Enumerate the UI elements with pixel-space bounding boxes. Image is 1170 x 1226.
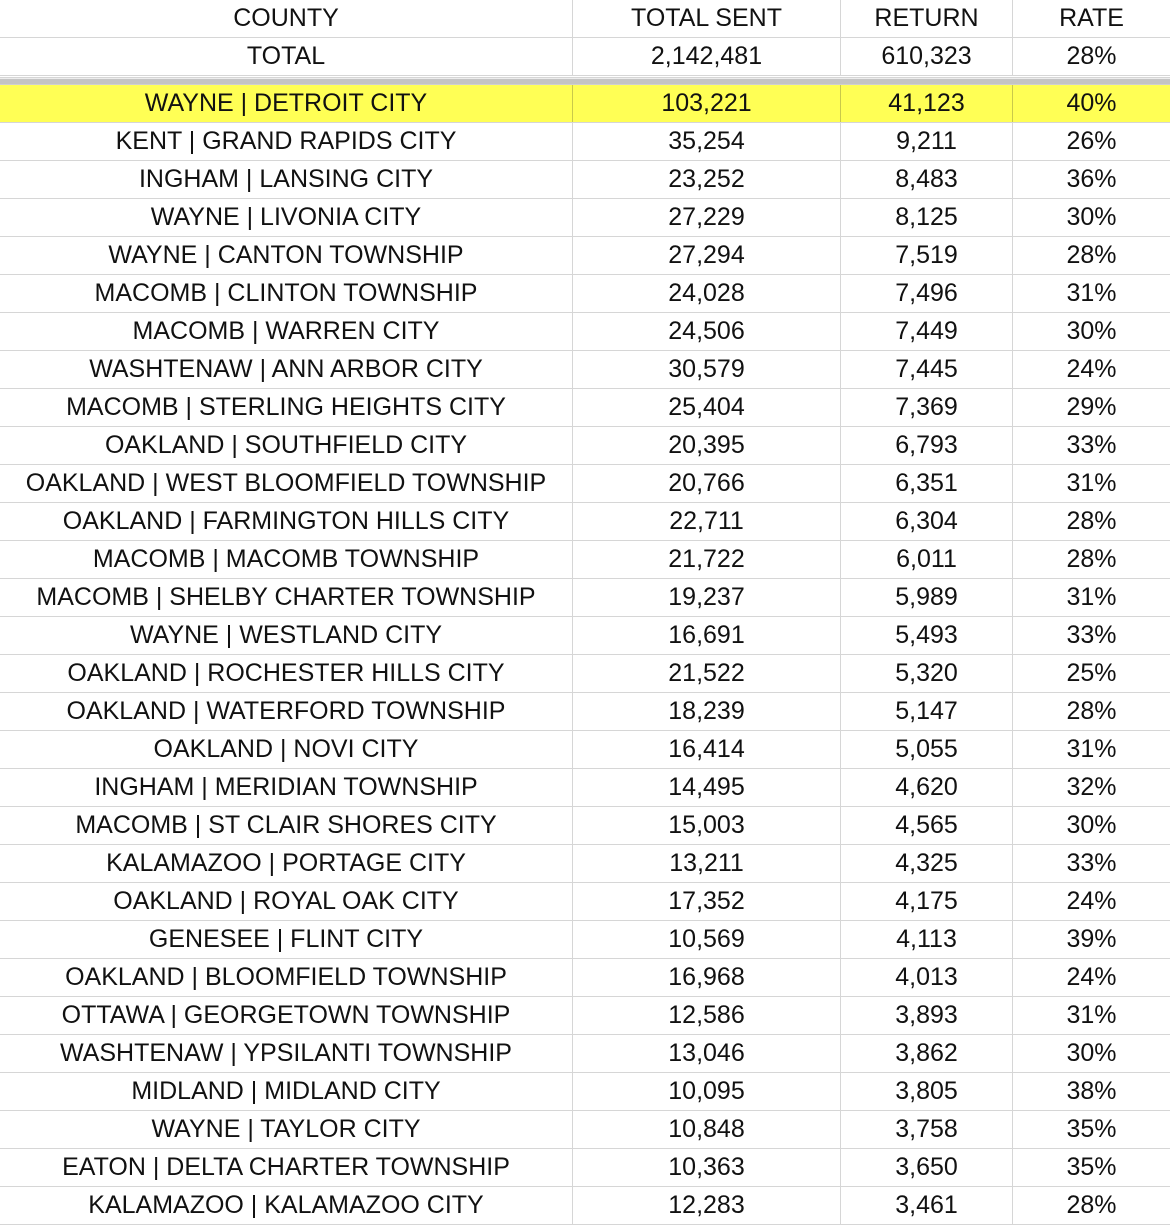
total-sent-cell[interactable]: 16,968 [573, 959, 841, 996]
frozen-rows-divider[interactable] [0, 78, 1170, 85]
table-row [0, 579, 1170, 617]
table-row [0, 275, 1170, 313]
total-sent-cell[interactable]: 24,506 [573, 313, 841, 350]
table-row [0, 199, 1170, 237]
table-row-highlighted [0, 85, 1170, 123]
county-cell[interactable]: WASHTENAW | ANN ARBOR CITY [0, 351, 573, 388]
return-cell[interactable]: 6,351 [841, 465, 1013, 502]
return-cell[interactable]: 7,519 [841, 237, 1013, 274]
total-sent-cell[interactable]: 30,579 [573, 351, 841, 388]
table-row [0, 465, 1170, 503]
county-cell[interactable]: WAYNE | TAYLOR CITY [0, 1111, 573, 1148]
return-cell[interactable]: 5,055 [841, 731, 1013, 768]
rate-cell[interactable]: 35% [1066, 1115, 1117, 1143]
return-cell[interactable]: 3,650 [841, 1149, 1013, 1186]
total-sent-cell[interactable]: 20,395 [573, 427, 841, 464]
return-cell[interactable]: 9,211 [841, 123, 1013, 160]
table-row [0, 883, 1170, 921]
return-cell[interactable]: 5,147 [841, 693, 1013, 730]
header-rate[interactable]: RATE [1059, 4, 1124, 32]
rate-cell[interactable]: 25% [1066, 659, 1117, 687]
rate-cell[interactable]: 39% [1066, 925, 1117, 953]
rate-cell[interactable]: 31% [1066, 1001, 1117, 1029]
county-cell[interactable]: MACOMB | STERLING HEIGHTS CITY [0, 389, 573, 426]
table-row [0, 389, 1170, 427]
return-cell[interactable]: 7,369 [841, 389, 1013, 426]
rate-cell[interactable]: 24% [1066, 963, 1117, 991]
table-row [0, 997, 1170, 1035]
total-sent-cell[interactable]: 16,691 [573, 617, 841, 654]
rate-cell[interactable]: 28% [1066, 507, 1117, 535]
total-rate-cell[interactable]: 28% [1066, 42, 1117, 70]
total-sent-cell[interactable]: 10,095 [573, 1073, 841, 1110]
county-cell[interactable]: MACOMB | SHELBY CHARTER TOWNSHIP [0, 579, 573, 616]
total-sent-cell[interactable]: 22,711 [573, 503, 841, 540]
table-body [0, 85, 1170, 1225]
table-row [0, 351, 1170, 389]
total-sent-cell[interactable]: 13,211 [573, 845, 841, 882]
table-row [0, 1149, 1170, 1187]
return-cell[interactable]: 4,620 [841, 769, 1013, 806]
county-cell[interactable]: OAKLAND | SOUTHFIELD CITY [0, 427, 573, 464]
total-sent-cell[interactable]: 10,363 [573, 1149, 841, 1186]
county-cell[interactable]: MIDLAND | MIDLAND CITY [0, 1073, 573, 1110]
total-row [0, 38, 1170, 76]
table-row [0, 731, 1170, 769]
return-cell[interactable]: 4,013 [841, 959, 1013, 996]
return-cell[interactable]: 4,325 [841, 845, 1013, 882]
header-row [0, 0, 1170, 38]
total-sent-cell[interactable]: 21,722 [573, 541, 841, 578]
county-cell[interactable]: WASHTENAW | YPSILANTI TOWNSHIP [0, 1035, 573, 1072]
county-cell[interactable]: OAKLAND | ROCHESTER HILLS CITY [0, 655, 573, 692]
total-sent-cell[interactable]: 27,229 [573, 199, 841, 236]
total-sent-cell[interactable]: 27,294 [573, 237, 841, 274]
table-row [0, 655, 1170, 693]
rate-cell[interactable]: 28% [1066, 1191, 1117, 1219]
return-cell[interactable]: 5,493 [841, 617, 1013, 654]
return-cell[interactable]: 4,175 [841, 883, 1013, 920]
rate-cell[interactable]: 26% [1066, 127, 1117, 155]
county-cell[interactable]: MACOMB | CLINTON TOWNSHIP [0, 275, 573, 312]
rate-cell[interactable]: 28% [1066, 241, 1117, 269]
return-cell[interactable]: 4,113 [841, 921, 1013, 958]
total-sent-cell[interactable]: 20,766 [573, 465, 841, 502]
rate-cell[interactable]: 33% [1066, 431, 1117, 459]
return-cell[interactable]: 3,461 [841, 1187, 1013, 1224]
rate-cell[interactable]: 31% [1066, 583, 1117, 611]
table-row [0, 161, 1170, 199]
county-cell[interactable]: WAYNE | CANTON TOWNSHIP [0, 237, 573, 274]
county-cell[interactable]: OAKLAND | ROYAL OAK CITY [0, 883, 573, 920]
rate-cell[interactable]: 31% [1066, 279, 1117, 307]
rate-cell[interactable]: 30% [1066, 1039, 1117, 1067]
county-cell[interactable]: OAKLAND | WEST BLOOMFIELD TOWNSHIP [0, 465, 573, 502]
return-cell[interactable]: 5,989 [841, 579, 1013, 616]
rate-cell[interactable]: 31% [1066, 469, 1117, 497]
total-sent-cell[interactable]: 35,254 [573, 123, 841, 160]
table-row [0, 807, 1170, 845]
total-sent-cell[interactable]: 16,414 [573, 731, 841, 768]
county-cell[interactable]: OAKLAND | FARMINGTON HILLS CITY [0, 503, 573, 540]
county-cell[interactable]: KALAMAZOO | PORTAGE CITY [0, 845, 573, 882]
county-cell[interactable]: MACOMB | MACOMB TOWNSHIP [0, 541, 573, 578]
rate-cell[interactable]: 40% [1066, 89, 1117, 117]
total-sent-cell[interactable]: 12,586 [573, 997, 841, 1034]
rate-cell[interactable]: 30% [1066, 811, 1117, 839]
county-cell[interactable]: KALAMAZOO | KALAMAZOO CITY [0, 1187, 573, 1224]
county-cell[interactable]: MACOMB | ST CLAIR SHORES CITY [0, 807, 573, 844]
table-row [0, 617, 1170, 655]
county-cell[interactable]: INGHAM | MERIDIAN TOWNSHIP [0, 769, 573, 806]
return-cell[interactable]: 8,125 [841, 199, 1013, 236]
table-row [0, 921, 1170, 959]
total-sent-cell[interactable]: 25,404 [573, 389, 841, 426]
rate-cell[interactable]: 30% [1066, 203, 1117, 231]
header-return[interactable]: RETURN [841, 0, 1013, 37]
return-cell[interactable]: 3,862 [841, 1035, 1013, 1072]
total-sent-cell[interactable]: 12,283 [573, 1187, 841, 1224]
table-row [0, 769, 1170, 807]
return-cell[interactable]: 3,893 [841, 997, 1013, 1034]
total-sent-cell[interactable]: 10,848 [573, 1111, 841, 1148]
total-county-cell[interactable]: TOTAL [0, 38, 573, 75]
table-row [0, 313, 1170, 351]
table-row [0, 1073, 1170, 1111]
table-row [0, 1187, 1170, 1225]
rate-cell[interactable]: 32% [1066, 773, 1117, 801]
table-row [0, 693, 1170, 731]
county-cell[interactable]: GENESEE | FLINT CITY [0, 921, 573, 958]
table-row [0, 237, 1170, 275]
return-cell[interactable]: 6,793 [841, 427, 1013, 464]
rate-cell[interactable]: 33% [1066, 621, 1117, 649]
county-cell[interactable]: INGHAM | LANSING CITY [0, 161, 573, 198]
return-cell[interactable]: 8,483 [841, 161, 1013, 198]
table-row [0, 503, 1170, 541]
rate-cell[interactable]: 36% [1066, 165, 1117, 193]
rate-cell[interactable]: 30% [1066, 317, 1117, 345]
county-cell[interactable]: WAYNE | WESTLAND CITY [0, 617, 573, 654]
county-cell[interactable]: OAKLAND | NOVI CITY [0, 731, 573, 768]
table-row [0, 427, 1170, 465]
county-cell[interactable]: MACOMB | WARREN CITY [0, 313, 573, 350]
table-row [0, 959, 1170, 997]
total-return-cell[interactable]: 610,323 [841, 38, 1013, 75]
return-cell[interactable]: 3,758 [841, 1111, 1013, 1148]
return-cell[interactable]: 4,565 [841, 807, 1013, 844]
rate-cell[interactable]: 28% [1066, 697, 1117, 725]
county-cell[interactable]: KENT | GRAND RAPIDS CITY [0, 123, 573, 160]
table-row [0, 1035, 1170, 1073]
county-cell[interactable]: WAYNE | DETROIT CITY [0, 85, 573, 122]
total-sent-cell[interactable]: 13,046 [573, 1035, 841, 1072]
return-cell[interactable]: 7,445 [841, 351, 1013, 388]
total-sent-cell[interactable]: 14,495 [573, 769, 841, 806]
total-sent-cell[interactable]: 23,252 [573, 161, 841, 198]
table-row [0, 541, 1170, 579]
table-row [0, 845, 1170, 883]
table-row [0, 123, 1170, 161]
table-row [0, 1111, 1170, 1149]
rate-cell[interactable]: 28% [1066, 545, 1117, 573]
return-cell[interactable]: 3,805 [841, 1073, 1013, 1110]
return-cell[interactable]: 41,123 [841, 85, 1013, 122]
county-cell[interactable]: OAKLAND | BLOOMFIELD TOWNSHIP [0, 959, 573, 996]
return-cell[interactable]: 7,449 [841, 313, 1013, 350]
total-sent-cell[interactable]: 103,221 [573, 85, 841, 122]
total-sent-cell[interactable]: 17,352 [573, 883, 841, 920]
rate-cell[interactable]: 31% [1066, 735, 1117, 763]
return-cell[interactable]: 5,320 [841, 655, 1013, 692]
header-total-sent[interactable]: TOTAL SENT [573, 0, 841, 37]
rate-cell[interactable]: 35% [1066, 1153, 1117, 1181]
rate-cell[interactable]: 24% [1066, 887, 1117, 915]
return-cell[interactable]: 6,304 [841, 503, 1013, 540]
total-sent-cell[interactable]: 15,003 [573, 807, 841, 844]
header-county[interactable]: COUNTY [0, 0, 573, 37]
county-cell[interactable]: EATON | DELTA CHARTER TOWNSHIP [0, 1149, 573, 1186]
county-cell[interactable]: OAKLAND | WATERFORD TOWNSHIP [0, 693, 573, 730]
county-cell[interactable]: OTTAWA | GEORGETOWN TOWNSHIP [0, 997, 573, 1034]
total-sent-cell[interactable]: 19,237 [573, 579, 841, 616]
rate-cell[interactable]: 24% [1066, 355, 1117, 383]
return-cell[interactable]: 7,496 [841, 275, 1013, 312]
return-cell[interactable]: 6,011 [841, 541, 1013, 578]
total-sent-cell[interactable]: 24,028 [573, 275, 841, 312]
rate-cell[interactable]: 29% [1066, 393, 1117, 421]
rate-cell[interactable]: 33% [1066, 849, 1117, 877]
total-sent-cell[interactable]: 10,569 [573, 921, 841, 958]
rate-cell[interactable]: 38% [1066, 1077, 1117, 1105]
total-sent-cell[interactable]: 18,239 [573, 693, 841, 730]
county-cell[interactable]: WAYNE | LIVONIA CITY [0, 199, 573, 236]
total-sent-cell[interactable]: 21,522 [573, 655, 841, 692]
total-sent-cell[interactable]: 2,142,481 [573, 38, 841, 75]
